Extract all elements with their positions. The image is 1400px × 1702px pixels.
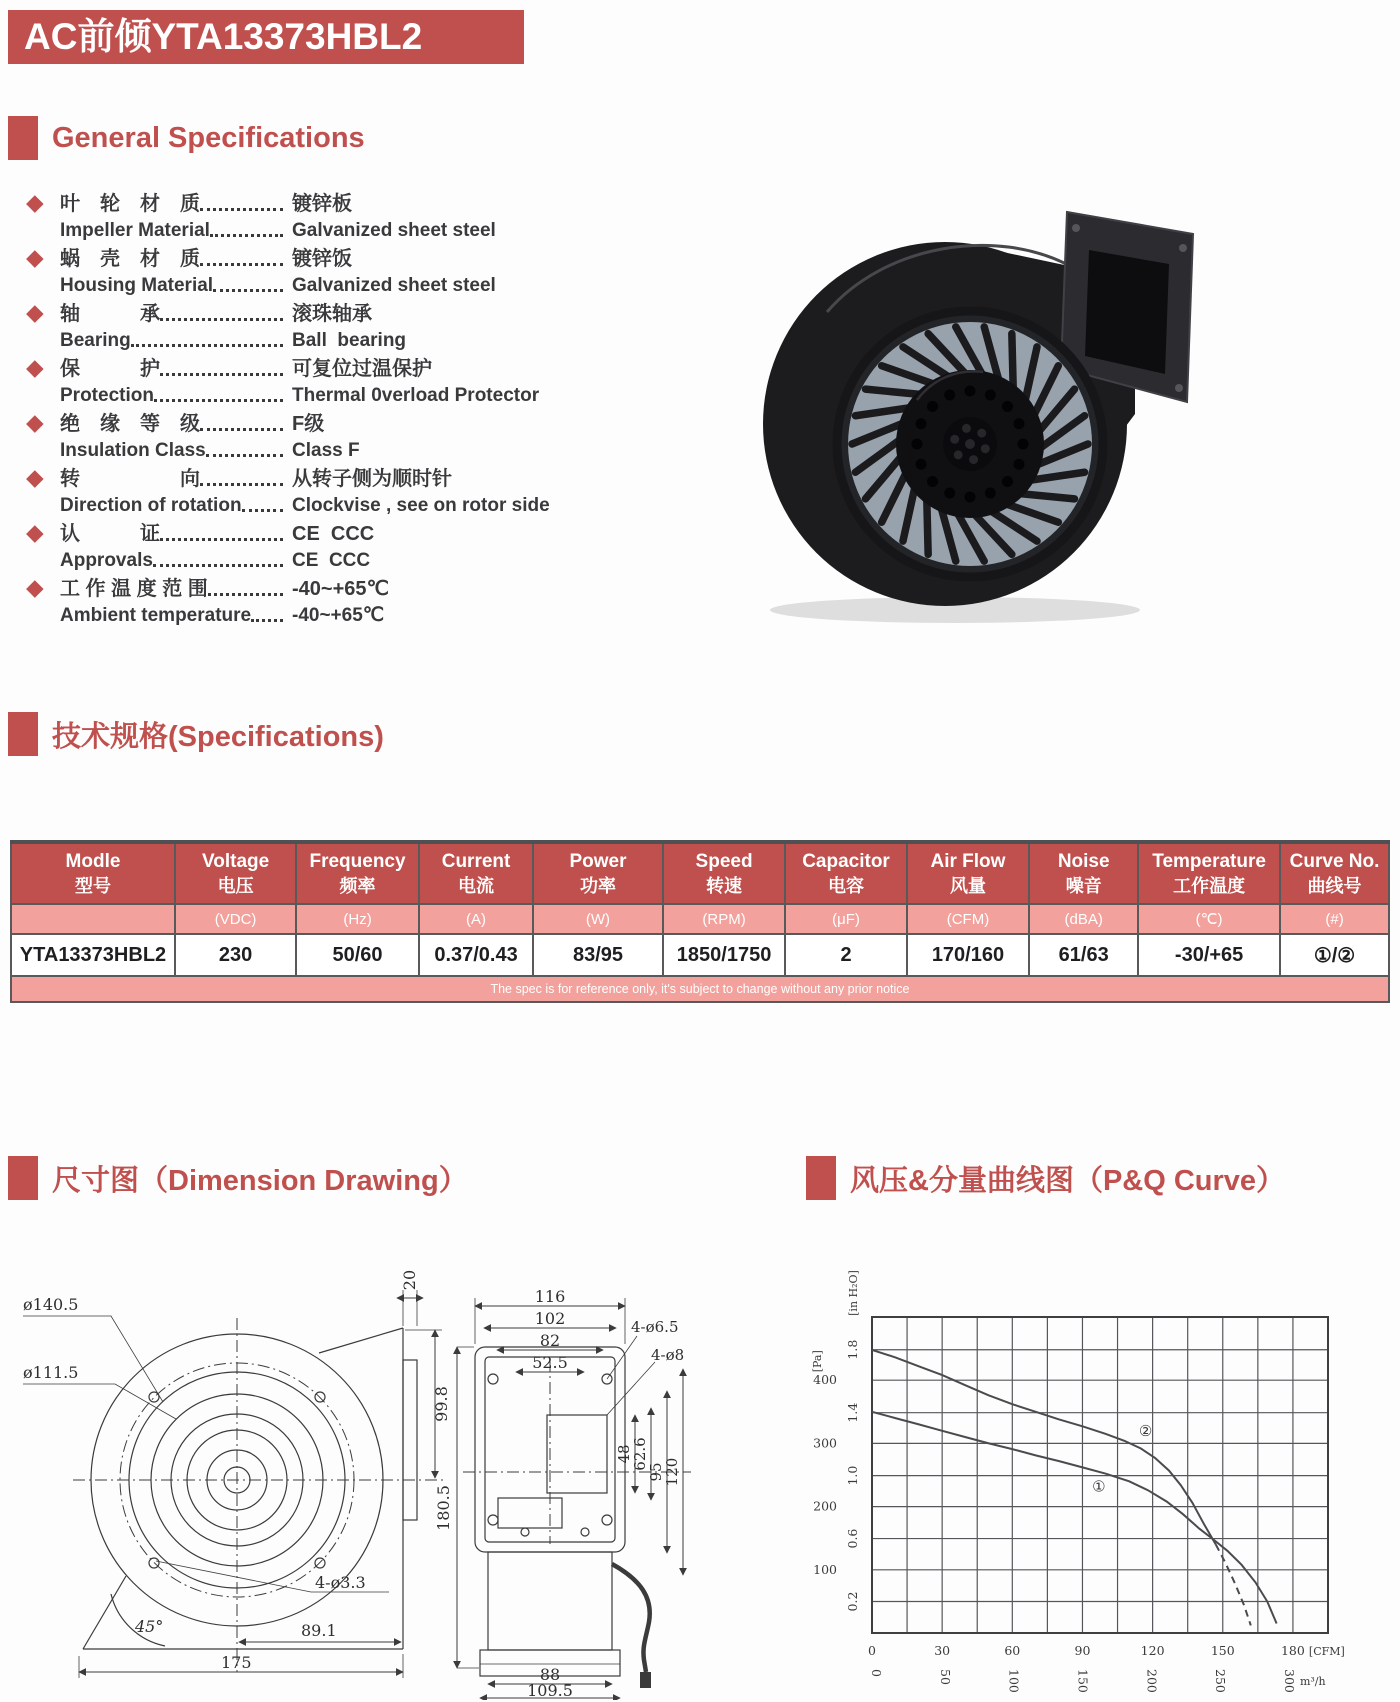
column-header-en: Capacitor: [802, 851, 890, 872]
unit-cell: (A): [419, 904, 533, 934]
specifications-table-wrap: [10, 840, 1390, 1003]
spec-label-en: Approvals: [60, 550, 153, 571]
flange-bolt-hole: [1072, 224, 1080, 232]
dim-label: 95: [647, 1462, 665, 1482]
x-tick-cfm: 120: [1140, 1643, 1165, 1658]
column-header-cn: 曲线号: [1307, 876, 1362, 896]
blower-photo-illustration: [735, 172, 1210, 632]
spec-item: [26, 355, 656, 407]
diamond-bullet-icon: ◆: [26, 574, 44, 600]
section-title: General Specifications: [52, 121, 365, 154]
column-header-en: Power: [569, 851, 627, 872]
spec-label-en: Insulation Class: [60, 440, 206, 461]
spec-item: [26, 520, 656, 572]
section-title: 技术规格(Specifications): [52, 720, 384, 753]
rotor-vent-hole: [1013, 418, 1024, 429]
dot-leader: [210, 234, 283, 237]
y-tick-pa: 400: [813, 1372, 837, 1388]
x-tick-m3h: 0: [869, 1669, 884, 1677]
y-tick-pa: 200: [813, 1498, 837, 1514]
rotor-vent-hole: [912, 439, 923, 450]
column-header-en: Noise: [1057, 851, 1110, 872]
value-cell: 170/160: [907, 934, 1030, 976]
y-axis-unit-inh2o: [in H₂O]: [847, 1270, 860, 1316]
spec-value-cn: 可复位过温保护: [292, 358, 432, 380]
rotor-vent-hole: [927, 401, 938, 412]
y-tick-inh2o: 0.6: [845, 1528, 860, 1549]
dim-label: 48: [615, 1444, 633, 1464]
dim-label: 4-ø6.5: [631, 1318, 679, 1336]
spec-value-en: Clockvise , see on rotor side: [292, 495, 550, 516]
section-title: 风压&分量曲线图（P&Q Curve）: [850, 1164, 1286, 1197]
dim-label: 109.5: [527, 1681, 573, 1700]
spec-value-cn: 镀锌板: [292, 193, 352, 215]
spec-item: [26, 575, 656, 627]
spec-label-en: Housing Material: [60, 275, 214, 296]
curve-number-label: ②: [1138, 1421, 1153, 1440]
column-header-en: Voltage: [201, 851, 270, 872]
dot-leader: [153, 564, 283, 567]
dim-label: 175: [221, 1653, 252, 1672]
x-tick-cfm: 90: [1074, 1643, 1091, 1658]
hub-hole: [981, 444, 990, 453]
chart-curves: [872, 1350, 1277, 1626]
x-tick-m3h: 150: [1075, 1669, 1091, 1693]
column-header-cn: 噪音: [1065, 876, 1102, 896]
dot-leader: [200, 428, 283, 431]
curve-number-label: ①: [1092, 1477, 1106, 1496]
pq-curve-chart: [785, 1228, 1400, 1702]
value-cell: YTA13373HBL2: [11, 934, 175, 976]
unit-cell: [11, 904, 175, 934]
unit-cell: (℃): [1138, 904, 1280, 934]
dot-leader: [251, 619, 283, 622]
dim-label: 4-ø3.3: [315, 1573, 366, 1592]
chart-axis-labels: [811, 1270, 1345, 1693]
section-specifications: [8, 712, 384, 756]
product-title-bar: AC前倾YTA13373HBL2: [8, 10, 524, 64]
rotor-vent-hole: [916, 418, 927, 429]
pq-chart-svg: [785, 1228, 1400, 1702]
column-header: [907, 842, 1030, 904]
dot-leader: [160, 373, 283, 376]
column-header-cn: 电容: [828, 876, 865, 896]
value-cell: 50/60: [296, 934, 419, 976]
dot-leader: [200, 483, 283, 486]
spec-item: [26, 465, 656, 517]
dot-leader: [160, 318, 283, 321]
section-pq-curve: [806, 1156, 1285, 1200]
column-header: [296, 842, 419, 904]
section-dimension-drawing: [8, 1156, 468, 1200]
hub-hole: [969, 455, 978, 464]
spec-item: [26, 190, 656, 242]
spec-label-en: Ambient temperature: [60, 605, 252, 626]
rotor-vent-hole: [965, 492, 976, 503]
dim-label: 180.5: [434, 1485, 453, 1531]
diamond-bullet-icon: ◆: [26, 244, 44, 270]
dim-label: 62.6: [631, 1437, 649, 1471]
cable-end: [640, 1672, 651, 1688]
column-header-cn: 功率: [579, 876, 616, 896]
column-header-en: Modle: [65, 851, 121, 872]
dim-label: 116: [534, 1287, 566, 1306]
spec-label-en: Bearing: [60, 330, 131, 351]
value-cell: ①/②: [1280, 934, 1389, 976]
value-cell: 1850/1750: [663, 934, 786, 976]
spec-label-cn: 认 证: [60, 523, 160, 545]
y-tick-pa: 300: [813, 1435, 837, 1451]
rotor-vent-hole: [944, 390, 955, 401]
column-header: [1029, 842, 1138, 904]
hub-center: [965, 439, 975, 449]
unit-cell: (#): [1280, 904, 1389, 934]
column-header-en: Air Flow: [930, 851, 1006, 872]
dimension-drawing: [15, 1232, 705, 1700]
dim-label: 45°: [135, 1617, 164, 1636]
dot-leader: [242, 509, 283, 512]
rotor-vent-hole: [1002, 476, 1013, 487]
x-tick-m3h: 100: [1006, 1669, 1022, 1693]
dim-label: ø140.5: [23, 1295, 79, 1314]
red-square-icon: [8, 116, 38, 160]
dim-label: 4-ø8: [651, 1346, 685, 1364]
rotor-vent-hole: [927, 476, 938, 487]
spec-value-cn: -40~+65℃: [292, 578, 389, 600]
x-tick-cfm: 180: [1280, 1643, 1305, 1658]
column-header-cn: 电流: [458, 876, 495, 896]
x-tick-cfm: 150: [1210, 1643, 1235, 1658]
power-cable: [612, 1564, 650, 1672]
hub-hole: [962, 424, 971, 433]
spec-label-cn: 叶 轮 材 质: [60, 193, 200, 215]
spec-value-en: Class F: [292, 440, 360, 461]
column-header-cn: 风量: [949, 876, 986, 896]
spec-item: [26, 245, 656, 297]
rotor-vent-hole: [1013, 459, 1024, 470]
unit-cell: (RPM): [663, 904, 786, 934]
y-tick-inh2o: 1.0: [845, 1465, 860, 1486]
outlet-opening: [1085, 250, 1169, 374]
column-header-cn: 频率: [339, 876, 376, 896]
dim-label: 120: [663, 1457, 681, 1487]
column-header-cn: 型号: [74, 876, 111, 896]
column-header: [1280, 842, 1389, 904]
diamond-bullet-icon: ◆: [26, 409, 44, 435]
spec-item: [26, 410, 656, 462]
spec-label-en: Protection: [60, 385, 154, 406]
column-header-en: Temperature: [1152, 851, 1266, 872]
spec-label-cn: 绝 缘 等 级: [60, 413, 200, 435]
column-header: [419, 842, 533, 904]
unit-cell: (dBA): [1029, 904, 1138, 934]
y-tick-inh2o: 0.2: [845, 1591, 860, 1612]
dot-leader: [208, 593, 283, 596]
spec-value-en: Ball bearing: [292, 330, 407, 351]
diamond-bullet-icon: ◆: [26, 189, 44, 215]
spec-value-en: Galvanized sheet steel: [292, 275, 496, 296]
y-tick-inh2o: 1.8: [845, 1339, 860, 1360]
product-photo: [735, 172, 1210, 632]
x-tick-m3h: 300: [1281, 1669, 1297, 1693]
spec-item: [26, 300, 656, 352]
rotor-vent-hole: [1018, 439, 1029, 450]
column-header: [175, 842, 296, 904]
spec-value-cn: F级: [292, 413, 325, 435]
unit-cell: (Hz): [296, 904, 419, 934]
x-tick-m3h: 250: [1213, 1669, 1229, 1693]
spec-value-en: CE CCC: [292, 550, 371, 571]
dim-label: 99.8: [432, 1386, 451, 1422]
spec-label-cn: 转 向: [60, 468, 200, 490]
x-tick-cfm: 30: [934, 1643, 951, 1658]
spec-label-cn: 保 护: [60, 358, 160, 380]
value-cell: 0.37/0.43: [419, 934, 533, 976]
rotor-vent-hole: [965, 386, 976, 397]
column-header-en: Speed: [695, 851, 753, 872]
spec-value-cn: 滚珠轴承: [292, 303, 372, 325]
value-cell: 2: [785, 934, 906, 976]
spec-value-cn: CE CCC: [292, 523, 375, 545]
column-header-cn: 转速: [706, 876, 743, 896]
unit-cell: (VDC): [175, 904, 296, 934]
x-tick-cfm: 60: [1004, 1643, 1021, 1658]
value-cell: -30/+65: [1138, 934, 1280, 976]
spec-label-cn: 蜗 壳 材 质: [60, 248, 200, 270]
chart-grid: [872, 1317, 1328, 1633]
x-tick-m3h: 50: [937, 1669, 953, 1685]
specifications-table: [10, 840, 1390, 1003]
value-cell: 61/63: [1029, 934, 1138, 976]
unit-cell: (W): [533, 904, 663, 934]
diamond-bullet-icon: ◆: [26, 354, 44, 380]
side-view-lineart: [23, 1290, 479, 1678]
rotor-vent-hole: [985, 487, 996, 498]
spec-value-cn: 从转子侧为顺时针: [292, 468, 452, 490]
dot-leader: [213, 289, 283, 292]
dot-leader: [131, 344, 283, 347]
column-header-en: Curve No.: [1289, 851, 1380, 872]
dot-leader: [154, 399, 283, 402]
column-header-cn: 工作温度: [1173, 876, 1246, 896]
hub-hole: [950, 435, 959, 444]
spec-label-cn: 工 作 温 度 范 围: [60, 578, 208, 600]
dim-label: 20: [400, 1269, 419, 1291]
dim-label: 89.1: [301, 1621, 337, 1640]
rotor-vent-hole: [985, 390, 996, 401]
diamond-bullet-icon: ◆: [26, 299, 44, 325]
column-header-en: Current: [441, 851, 511, 872]
spec-label-en: Impeller Material: [60, 220, 210, 241]
y-tick-pa: 100: [813, 1561, 837, 1577]
section-general-specifications: [8, 116, 365, 160]
dim-label: ø111.5: [23, 1363, 79, 1382]
rotor-vent-hole: [916, 459, 927, 470]
dim-label: 88: [539, 1665, 561, 1684]
dim-label: 82: [539, 1331, 561, 1350]
dot-leader: [200, 208, 283, 211]
red-square-icon: [806, 1156, 836, 1200]
spec-label-cn: 轴 承: [60, 303, 160, 325]
x-tick-cfm: 0: [868, 1643, 876, 1658]
spec-value-en: Galvanized sheet steel: [292, 220, 496, 241]
dimension-drawing-svg: [15, 1232, 705, 1700]
diamond-bullet-icon: ◆: [26, 519, 44, 545]
spec-value-en: -40~+65℃: [292, 605, 385, 626]
section-title: 尺寸图（Dimension Drawing）: [52, 1164, 468, 1197]
column-header-cn: 电压: [217, 876, 254, 896]
rotor-vent-hole: [1002, 401, 1013, 412]
flange-bolt-hole: [1179, 244, 1187, 252]
column-header-en: Frequency: [309, 851, 406, 872]
x-axis-unit-m3h: m³/h: [1299, 1675, 1326, 1688]
y-tick-inh2o: 1.4: [845, 1402, 860, 1423]
hub-hole: [954, 450, 963, 459]
unit-cell: (CFM): [907, 904, 1030, 934]
dot-leader: [200, 263, 283, 266]
general-spec-list: [26, 190, 656, 630]
red-square-icon: [8, 1156, 38, 1200]
y-axis-unit-pa: [Pa]: [811, 1350, 824, 1373]
pq-curve-②: [872, 1350, 1216, 1545]
column-header: [1138, 842, 1280, 904]
unit-cell: (μF): [785, 904, 906, 934]
column-header: [11, 842, 175, 904]
rotor-vent-hole: [944, 487, 955, 498]
dim-label: 52.5: [532, 1353, 568, 1372]
dim-label: 102: [534, 1309, 566, 1328]
value-cell: 83/95: [533, 934, 663, 976]
spec-value-en: Thermal 0verload Protector: [292, 385, 540, 406]
hub-hole: [977, 429, 986, 438]
spec-label-en: Direction of rotation: [60, 495, 242, 516]
red-square-icon: [8, 712, 38, 756]
column-header: [533, 842, 663, 904]
spec-value-cn: 镀锌饭: [292, 248, 352, 270]
column-header: [785, 842, 906, 904]
x-tick-m3h: 200: [1144, 1669, 1160, 1693]
table-note: The spec is for reference only, it's subject to change without any prior notice: [11, 976, 1389, 1002]
diamond-bullet-icon: ◆: [26, 464, 44, 490]
dot-leader: [206, 454, 283, 457]
dot-leader: [160, 538, 283, 541]
x-axis-unit-cfm: [CFM]: [1308, 1645, 1345, 1658]
flange-bolt-hole: [1175, 384, 1183, 392]
value-cell: 230: [175, 934, 296, 976]
column-header: [663, 842, 786, 904]
